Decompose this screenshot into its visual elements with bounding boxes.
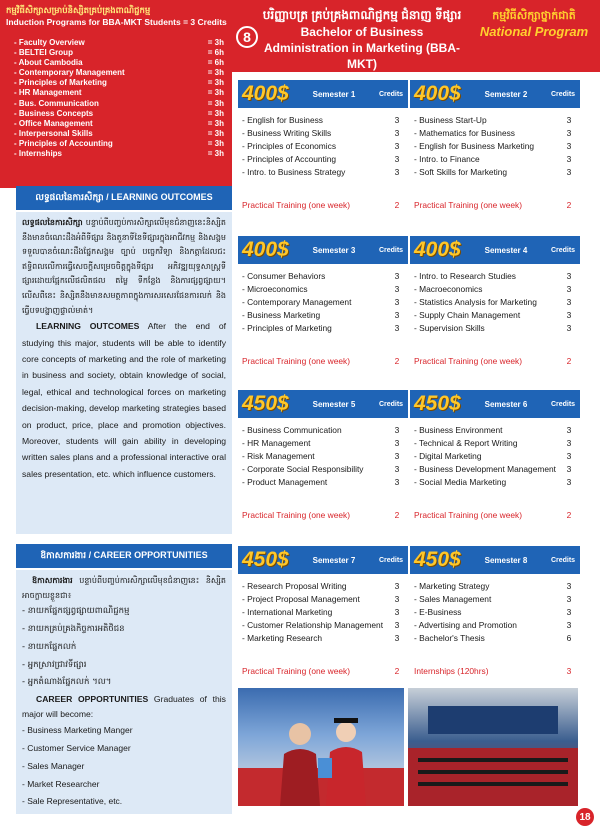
semester-price: 450$ xyxy=(242,548,289,571)
induction-course-hours: = 6h xyxy=(207,48,224,58)
induction-row xyxy=(14,48,224,58)
induction-row xyxy=(14,58,224,68)
semester-course-row xyxy=(414,309,576,322)
induction-course-hours: = 3h xyxy=(207,88,224,98)
induction-course-hours: = 6h xyxy=(207,58,224,68)
course-credits: 3 xyxy=(566,128,572,138)
career-en-item: - Business Marketing Manger xyxy=(22,725,133,736)
learning-outcomes-en xyxy=(22,318,226,482)
course-credits: 3 xyxy=(566,141,572,151)
career-opportunities-box xyxy=(16,570,232,814)
course-name: - Consumer Behaviors xyxy=(242,271,326,281)
semester-course-row xyxy=(242,127,404,140)
practical-training-credits: 2 xyxy=(394,510,400,520)
course-credits: 3 xyxy=(566,284,572,294)
course-credits: 3 xyxy=(566,167,572,177)
practical-training-row xyxy=(414,356,576,366)
course-name: - Supply Chain Management xyxy=(414,310,521,320)
course-credits: 3 xyxy=(394,154,400,164)
induction-row xyxy=(14,119,224,129)
course-name: - Principles of Accounting xyxy=(242,154,337,164)
semester-course-row xyxy=(414,476,576,489)
course-credits: 6 xyxy=(566,633,572,643)
course-credits: 3 xyxy=(566,271,572,281)
course-name: - Digital Marketing xyxy=(414,451,482,461)
semester-course-row xyxy=(242,450,404,463)
national-program-kh: កម្មវិធីសិក្សាថ្នាក់ជាតិ xyxy=(492,10,576,22)
course-credits: 3 xyxy=(566,464,572,474)
career-kh-item: - អ្នកស្រាវជ្រាវទីផ្សារ xyxy=(22,659,87,670)
course-credits: 3 xyxy=(566,115,572,125)
induction-row xyxy=(14,78,224,88)
semester-course-row xyxy=(414,593,576,606)
course-name: - Business Environment xyxy=(414,425,503,435)
semester-card xyxy=(410,390,580,532)
semester-course-list xyxy=(242,580,404,645)
course-credits: 3 xyxy=(566,451,572,461)
induction-course-hours: = 3h xyxy=(207,149,224,159)
practical-training-label: Practical Training (one week) xyxy=(242,666,350,676)
induction-row xyxy=(14,149,224,159)
course-name: - Product Management xyxy=(242,477,328,487)
semester-course-row xyxy=(242,632,404,645)
course-credits: 3 xyxy=(394,477,400,487)
course-credits: 3 xyxy=(394,581,400,591)
career-en-lead: CAREER OPPORTUNITIES xyxy=(36,694,149,705)
semester-course-list xyxy=(242,270,404,335)
course-name: - Project Proposal Management xyxy=(242,594,360,604)
course-name: - E-Business xyxy=(414,607,462,617)
program-title-kh: បរិញ្ញាបត្រ គ្រប់គ្រងពាណិជ្ជកម្ម ជំនាញ ទីផ្សារ xyxy=(262,8,462,22)
induction-course-name: - Contemporary Management xyxy=(14,68,125,78)
induction-course-name: - Internships xyxy=(14,149,63,159)
practical-training-row xyxy=(414,200,576,210)
career-kh-lead: ឱកាសការងារ xyxy=(32,576,73,585)
course-name: - HR Management xyxy=(242,438,311,448)
semester-course-row xyxy=(242,270,404,283)
semester-course-row xyxy=(242,309,404,322)
induction-row xyxy=(14,129,224,139)
semester-course-list xyxy=(414,270,576,335)
ceremony-hall-photo-art xyxy=(408,688,578,806)
semester-course-row xyxy=(414,606,576,619)
semester-price: 450$ xyxy=(242,392,289,415)
practical-training-credits: 2 xyxy=(394,200,400,210)
induction-course-hours: = 3h xyxy=(207,68,224,78)
program-title xyxy=(262,6,462,72)
course-name: - Marketing Strategy xyxy=(414,581,490,591)
credits-label: Credits xyxy=(550,556,576,564)
semester-course-row xyxy=(242,593,404,606)
career-opportunities-heading: ឱកាសការងារ / CAREER OPPORTUNITIES xyxy=(16,544,232,568)
course-credits: 3 xyxy=(566,310,572,320)
induction-row xyxy=(14,99,224,109)
course-credits: 3 xyxy=(566,594,572,604)
practical-training-label: Practical Training (one week) xyxy=(242,200,350,210)
semester-card xyxy=(410,546,580,688)
course-credits: 3 xyxy=(394,323,400,333)
semester-course-row xyxy=(414,619,576,632)
semester-course-row xyxy=(414,140,576,153)
induction-row xyxy=(14,68,224,78)
course-credits: 3 xyxy=(566,581,572,591)
practical-training-row xyxy=(242,510,404,520)
induction-row xyxy=(14,38,224,48)
induction-course-name: - Bus. Communication xyxy=(14,98,99,108)
semester-course-row xyxy=(414,114,576,127)
semester-card-header xyxy=(410,546,580,574)
learning-outcomes-en-lead: LEARNING OUTCOMES xyxy=(36,321,140,332)
induction-course-hours: = 3h xyxy=(207,78,224,88)
semester-course-row xyxy=(414,296,576,309)
credits-label: Credits xyxy=(550,400,576,408)
practical-training-label: Practical Training (one week) xyxy=(414,510,522,520)
semester-course-row xyxy=(242,463,404,476)
page-number: 18 xyxy=(576,808,594,826)
semester-price: 400$ xyxy=(242,82,289,105)
course-name: - Mathematics for Business xyxy=(414,128,515,138)
course-credits: 3 xyxy=(566,477,572,487)
practical-training-credits: 3 xyxy=(566,666,572,676)
course-credits: 3 xyxy=(394,297,400,307)
semester-course-row xyxy=(242,166,404,179)
induction-course-name: - Office Management xyxy=(14,118,93,128)
semester-course-row xyxy=(414,166,576,179)
course-credits: 3 xyxy=(394,464,400,474)
induction-course-hours: = 3h xyxy=(207,138,224,148)
semester-course-row xyxy=(414,580,576,593)
career-kh-item: - នាយកគ្រប់គ្រងកិច្ចការអតិថិជន xyxy=(22,623,125,634)
career-kh-item: - នាយកផ្នែកលក់ xyxy=(22,641,77,652)
induction-row xyxy=(14,88,224,98)
semester-course-row xyxy=(414,450,576,463)
course-credits: 3 xyxy=(394,284,400,294)
career-en-item: - Sales Manager xyxy=(22,760,85,771)
semester-course-row xyxy=(414,127,576,140)
course-name: - Business Communication xyxy=(242,425,342,435)
course-name: - Sales Management xyxy=(414,594,492,604)
induction-course-name: - HR Management xyxy=(14,88,82,98)
course-name: - Principles of Marketing xyxy=(242,323,332,333)
practical-training-credits: 2 xyxy=(566,356,572,366)
ceremony-hall-photo xyxy=(408,688,578,806)
semester-course-row xyxy=(414,322,576,335)
practical-training-label: Practical Training (one week) xyxy=(414,200,522,210)
semester-card xyxy=(238,80,408,222)
practical-training-row xyxy=(414,510,576,520)
semester-card-header xyxy=(410,80,580,108)
course-name: - Principles of Economics xyxy=(242,141,337,151)
course-name: - Intro. to Business Strategy xyxy=(242,167,346,177)
induction-course-hours: = 3h xyxy=(207,108,224,118)
semester-card-header xyxy=(410,390,580,418)
semester-title: Semester 4 xyxy=(484,245,528,255)
course-name: - Technical & Report Writing xyxy=(414,438,518,448)
course-credits: 3 xyxy=(394,310,400,320)
course-credits: 3 xyxy=(394,607,400,617)
course-name: - English for Business Marketing xyxy=(414,141,535,151)
course-name: - International Marketing xyxy=(242,607,333,617)
course-credits: 3 xyxy=(566,323,572,333)
semester-course-row xyxy=(414,632,576,645)
semester-title: Semester 6 xyxy=(484,399,528,409)
course-name: - Contemporary Management xyxy=(242,297,352,307)
semester-card-header xyxy=(238,546,408,574)
semester-card xyxy=(410,236,580,378)
course-credits: 3 xyxy=(394,594,400,604)
practical-training-row xyxy=(242,356,404,366)
course-credits: 3 xyxy=(394,633,400,643)
credits-label: Credits xyxy=(378,246,404,254)
course-credits: 3 xyxy=(394,438,400,448)
semester-price: 400$ xyxy=(414,82,461,105)
semester-course-row xyxy=(242,114,404,127)
career-en-body: Graduates of this major will become: xyxy=(22,694,226,720)
course-name: - Research Proposal Writing xyxy=(242,581,347,591)
course-credits: 3 xyxy=(394,167,400,177)
induction-course-list xyxy=(0,38,232,188)
course-name: - Advertising and Promotion xyxy=(414,620,517,630)
course-name: - Business Writing Skills xyxy=(242,128,332,138)
course-name: - Social Media Marketing xyxy=(414,477,507,487)
career-kh-list xyxy=(22,603,226,692)
learning-outcomes-box xyxy=(16,212,232,534)
semester-course-list xyxy=(414,424,576,489)
program-number-badge: 8 xyxy=(236,26,258,48)
course-credits: 3 xyxy=(566,425,572,435)
induction-course-name: - Principles of Marketing xyxy=(14,78,107,88)
induction-row xyxy=(14,139,224,149)
credits-label: Credits xyxy=(550,246,576,254)
induction-course-name: - About Cambodia xyxy=(14,58,83,68)
semester-card-header xyxy=(238,80,408,108)
practical-training-label: Practical Training (one week) xyxy=(242,510,350,520)
semester-course-row xyxy=(242,322,404,335)
graduation-photo-art xyxy=(238,688,404,806)
induction-course-hours: = 3h xyxy=(207,38,224,47)
induction-heading-kh: កម្មវិធីសិក្សាសម្រាប់និស្សិតគ្រប់គ្រងពាណិជ្ជកម្ម xyxy=(6,5,151,15)
career-kh-item: - នាយកផ្នែកផ្សព្វផ្សាយពាណិជ្ជកម្ម xyxy=(22,606,130,617)
course-name: - Soft Skills for Marketing xyxy=(414,167,508,177)
practical-training-credits: 2 xyxy=(566,510,572,520)
semester-course-list xyxy=(414,580,576,645)
semester-course-list xyxy=(414,114,576,179)
course-name: - Intro. to Finance xyxy=(414,154,480,164)
semester-title: Semester 1 xyxy=(312,89,356,99)
course-credits: 3 xyxy=(566,154,572,164)
induction-course-hours: = 3h xyxy=(207,118,224,128)
career-en-item: - Sale Representative, etc. xyxy=(22,796,123,807)
career-en-intro xyxy=(22,692,226,722)
semester-course-list xyxy=(242,424,404,489)
course-credits: 3 xyxy=(394,128,400,138)
semester-card xyxy=(238,236,408,378)
practical-training-label: Practical Training (one week) xyxy=(414,356,522,366)
semester-course-row xyxy=(242,476,404,489)
practical-training-row xyxy=(242,200,404,210)
course-name: - Macroeconomics xyxy=(414,284,483,294)
program-title-en: Bachelor of Business Administration in Marketing (BBA-MKT) xyxy=(263,25,460,71)
course-name: - Supervision Skills xyxy=(414,323,485,333)
semester-card-header xyxy=(238,236,408,264)
course-credits: 3 xyxy=(394,451,400,461)
course-name: - Risk Management xyxy=(242,451,315,461)
semester-course-row xyxy=(414,437,576,450)
course-credits: 3 xyxy=(394,115,400,125)
course-credits: 3 xyxy=(394,425,400,435)
semester-course-row xyxy=(414,424,576,437)
learning-outcomes-kh xyxy=(22,216,226,318)
course-credits: 3 xyxy=(566,620,572,630)
course-name: - Customer Relationship Management xyxy=(242,620,384,630)
induction-course-hours: = 3h xyxy=(207,128,224,138)
national-program-label xyxy=(474,8,594,40)
semester-title: Semester 8 xyxy=(484,555,528,565)
induction-course-name: - Principles of Accounting xyxy=(14,138,113,148)
semester-course-row xyxy=(242,437,404,450)
semester-card xyxy=(238,390,408,532)
semester-title: Semester 3 xyxy=(312,245,356,255)
career-en-item: - Customer Service Manager xyxy=(22,742,131,753)
credits-label: Credits xyxy=(378,90,404,98)
practical-training-label: Internships (120hrs) xyxy=(414,666,489,676)
course-name: - English for Business xyxy=(242,115,323,125)
course-credits: 3 xyxy=(394,271,400,281)
career-kh-intro xyxy=(22,574,226,603)
learning-outcomes-en-body: After the end of studying this major, students will be able to identify core concepts of marketing and the role of marketing in business and society, obtain knowledge of social, legal, ethical and technological forces on marketing decision-making, develop marketing strategies based on product, price, place and promotion objectives. Moreover, students will gain ability in developing written sales plans and a professional interactive oral sales presentation, etc. which influence customers. xyxy=(22,321,226,479)
left-column xyxy=(0,0,232,836)
semester-course-row xyxy=(242,140,404,153)
semester-course-row xyxy=(242,580,404,593)
semester-card-header xyxy=(410,236,580,264)
course-credits: 3 xyxy=(566,438,572,448)
induction-course-name: - Faculty Overview xyxy=(14,38,85,47)
course-credits: 3 xyxy=(394,620,400,630)
credits-label: Credits xyxy=(550,90,576,98)
semester-price: 400$ xyxy=(414,238,461,261)
career-en-list xyxy=(22,722,226,811)
induction-course-name: - Interpersonal Skills xyxy=(14,128,93,138)
semester-course-row xyxy=(242,619,404,632)
course-name: - Microeconomics xyxy=(242,284,308,294)
semester-price: 450$ xyxy=(414,392,461,415)
practical-training-credits: 2 xyxy=(566,200,572,210)
induction-course-name: - BELTEI Group xyxy=(14,48,73,58)
semester-title: Semester 2 xyxy=(484,89,528,99)
induction-row xyxy=(14,109,224,119)
semester-card xyxy=(238,546,408,688)
course-name: - Business Marketing xyxy=(242,310,321,320)
semester-course-row xyxy=(414,270,576,283)
induction-course-name: - Business Concepts xyxy=(14,108,94,118)
national-program-en: National Program xyxy=(479,24,589,39)
learning-outcomes-kh-lead: លទ្ធផលនៃការសិក្សា xyxy=(22,218,83,227)
semester-course-row xyxy=(414,283,576,296)
course-name: - Business Development Management xyxy=(414,464,556,474)
semester-course-list xyxy=(242,114,404,179)
course-name: - Marketing Research xyxy=(242,633,323,643)
semester-card xyxy=(410,80,580,222)
semester-course-row xyxy=(414,463,576,476)
course-name: - Bachelor's Thesis xyxy=(414,633,485,643)
practical-training-credits: 2 xyxy=(394,666,400,676)
credits-label: Credits xyxy=(378,400,404,408)
semester-title: Semester 5 xyxy=(312,399,356,409)
graduation-photo xyxy=(238,688,404,806)
course-credits: 3 xyxy=(566,297,572,307)
learning-outcomes-heading: លទ្ធផលនៃការសិក្សា / LEARNING OUTCOMES xyxy=(16,186,232,210)
practical-training-row xyxy=(414,666,576,676)
semester-course-row xyxy=(242,296,404,309)
semester-title: Semester 7 xyxy=(312,555,356,565)
semester-course-row xyxy=(242,424,404,437)
course-name: - Corporate Social Responsibility xyxy=(242,464,364,474)
career-en-item: - Market Researcher xyxy=(22,778,100,789)
semester-price: 450$ xyxy=(414,548,461,571)
semester-course-row xyxy=(242,153,404,166)
course-credits: 3 xyxy=(566,607,572,617)
course-name: - Business Start-Up xyxy=(414,115,487,125)
semester-course-row xyxy=(242,606,404,619)
course-name: - Intro. to Research Studies xyxy=(414,271,516,281)
semester-card-header xyxy=(238,390,408,418)
induction-heading-en: Induction Programs for BBA-MKT Students = 3 Credits xyxy=(6,17,227,27)
credits-label: Credits xyxy=(378,556,404,564)
semester-price: 400$ xyxy=(242,238,289,261)
induction-course-hours: = 3h xyxy=(207,98,224,108)
learning-outcomes-kh-body: បន្ទាប់ពីបញ្ចប់ការសិក្សាលើមុខជំនាញនេះនិស្សិតនឹងមានចំណេះដឹងអំពីទីផ្សារ និងតួនាទីនៃទីផ្សារក្នុងអាជីវកម្ម និងសង្គម ទទួលបានចំណេះដឹងផ្នែកសង្គម ច្បាប់ បច្ចេកវិទ្យា និងកត្តាដែលជះឥទ្ធិពលលើការធ្វើសេចក្តីសម្រេចចិត្តក្នុងទីផ្សារ អភិវឌ្ឍយុទ្ធសាស្ត្រទីផ្សារដោយផ្អែកលើផលិតផល តម្លៃ ទីកន្លែង និងការផ្សព្វផ្សាយ។ លើសពីនេះ និស្សិតនឹងមានសមត្ថភាពក្នុងការសរសេរផែនការលក់ និងធ្វើបទបង្ហាញផ្ទាល់មាត់។ xyxy=(22,218,226,315)
practical-training-credits: 2 xyxy=(394,356,400,366)
practical-training-label: Practical Training (one week) xyxy=(242,356,350,366)
semester-course-row xyxy=(242,283,404,296)
career-kh-body: បន្ទាប់ពីបញ្ចប់ការសិក្សាលើមុខជំនាញនេះ និស្សិតអាចក្លាយខ្លួនជា៖ xyxy=(22,576,226,600)
semester-course-row xyxy=(414,153,576,166)
career-kh-item: - អ្នកតំណាងផ្នែកលក់ ។ល។ xyxy=(22,677,112,688)
course-credits: 3 xyxy=(394,141,400,151)
course-name: - Statistics Analysis for Marketing xyxy=(414,297,537,307)
practical-training-row xyxy=(242,666,404,676)
